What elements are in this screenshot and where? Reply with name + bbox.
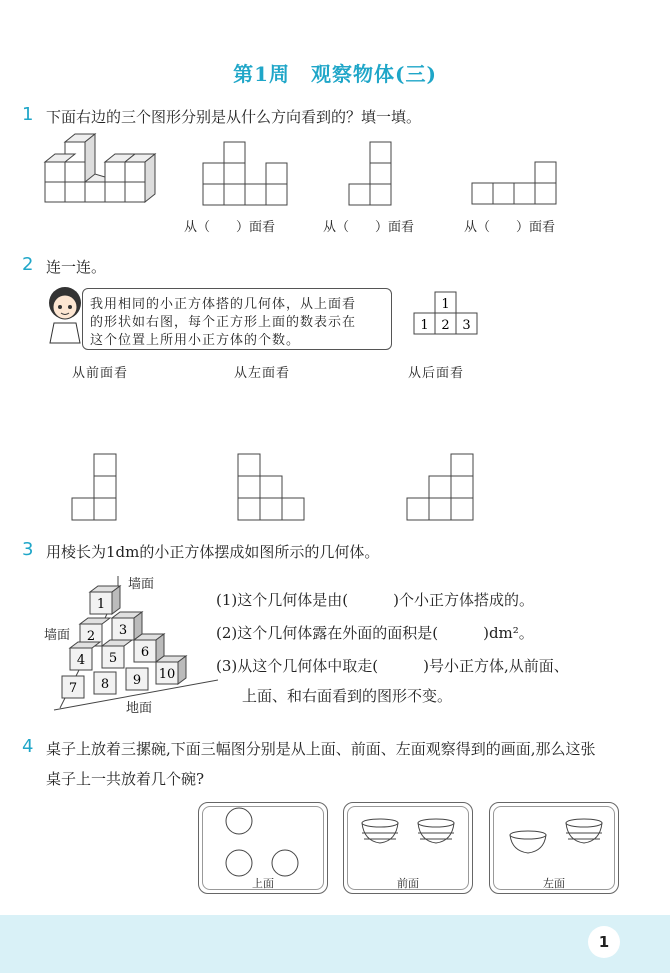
- girl-avatar-icon: [44, 283, 86, 345]
- question-3-text: 用棱长为1dm的小正方体摆成如图所示的几何体。: [46, 543, 380, 561]
- cube-number: 1: [96, 597, 106, 612]
- speech-line-2: 的形状如右图，每个正方形上面的数表示在: [90, 315, 357, 330]
- label-floor: 地面: [126, 701, 153, 716]
- q1-view-1: [200, 140, 290, 206]
- page-title: 第1周 观察物体(三): [233, 62, 437, 86]
- cube-number: 7: [68, 681, 78, 696]
- label-wall-left: 墙面: [44, 628, 71, 643]
- panel-left-view: [489, 802, 619, 894]
- q1-cube-figure: [40, 132, 160, 212]
- panel-label-top: 上面: [252, 877, 274, 890]
- question-4-text-line-2: 桌子上一共放着几个碗?: [46, 770, 205, 788]
- speech-line-3: 这个位置上所用小正方体的个数。: [90, 333, 301, 348]
- view-label-back: 从后面看: [408, 366, 465, 381]
- cube-number: 5: [108, 651, 118, 666]
- question-number-2: 2: [22, 254, 34, 275]
- q1-view-3: [470, 160, 560, 206]
- footer-band: [0, 915, 670, 973]
- question-1-text: 下面右边的三个图形分别是从什么方向看到的？填一填。: [46, 108, 422, 126]
- question-number-4: 4: [22, 736, 34, 757]
- top-view-grid: [412, 290, 482, 336]
- label-wall-top: 墙面: [128, 577, 155, 592]
- view-label-front: 从前面看: [72, 366, 129, 381]
- panel-label-front: 前面: [397, 877, 419, 890]
- q3-sub-3[interactable]: (3)从这个几何体中取走( )号小正方体,从前面、: [216, 657, 569, 675]
- question-4-text-line-1: 桌子上放着三摞碗,下面三幅图分别是从上面、前面、左面观察得到的画面,那么这张: [46, 740, 596, 758]
- view-label-left: 从左面看: [234, 366, 291, 381]
- grid-number: 2: [441, 318, 450, 333]
- question-2-text: 连一连。: [46, 258, 107, 276]
- q3-sub-1[interactable]: (1)这个几何体是由( )个小正方体搭成的。: [216, 591, 534, 609]
- cube-number: 3: [118, 623, 128, 638]
- q1-blank-2[interactable]: 从（ ）面看: [323, 220, 415, 235]
- q1-blank-1[interactable]: 从（ ）面看: [184, 220, 276, 235]
- q2-shape-2: [236, 452, 308, 522]
- cube-number: 8: [100, 677, 110, 692]
- grid-number: 1: [420, 318, 429, 333]
- panel-top-view: [198, 802, 328, 894]
- grid-number: 3: [462, 318, 471, 333]
- q1-blank-3[interactable]: 从（ ）面看: [464, 220, 556, 235]
- q2-shape-1: [70, 452, 120, 522]
- q1-view-2: [347, 140, 393, 206]
- speech-line-1: 我用相同的小正方体搭的几何体，从上面看: [90, 297, 357, 312]
- question-number-1: 1: [22, 104, 34, 125]
- q3-sub-3-cont: 上面、和右面看到的图形不变。: [242, 687, 453, 705]
- cube-number: 9: [132, 673, 142, 688]
- cube-number: 6: [140, 645, 150, 660]
- question-number-3: 3: [22, 539, 34, 560]
- panel-label-left: 左面: [543, 877, 565, 890]
- cube-number: 10: [158, 667, 176, 682]
- q3-sub-2[interactable]: (2)这个几何体露在外面的面积是( )dm²。: [216, 624, 534, 642]
- q2-shape-3: [405, 452, 477, 522]
- page-number: 1: [588, 926, 620, 958]
- panel-front-view: [343, 802, 473, 894]
- grid-number: 1: [441, 297, 450, 312]
- cube-number: 4: [76, 653, 86, 668]
- cube-number: 2: [86, 629, 96, 644]
